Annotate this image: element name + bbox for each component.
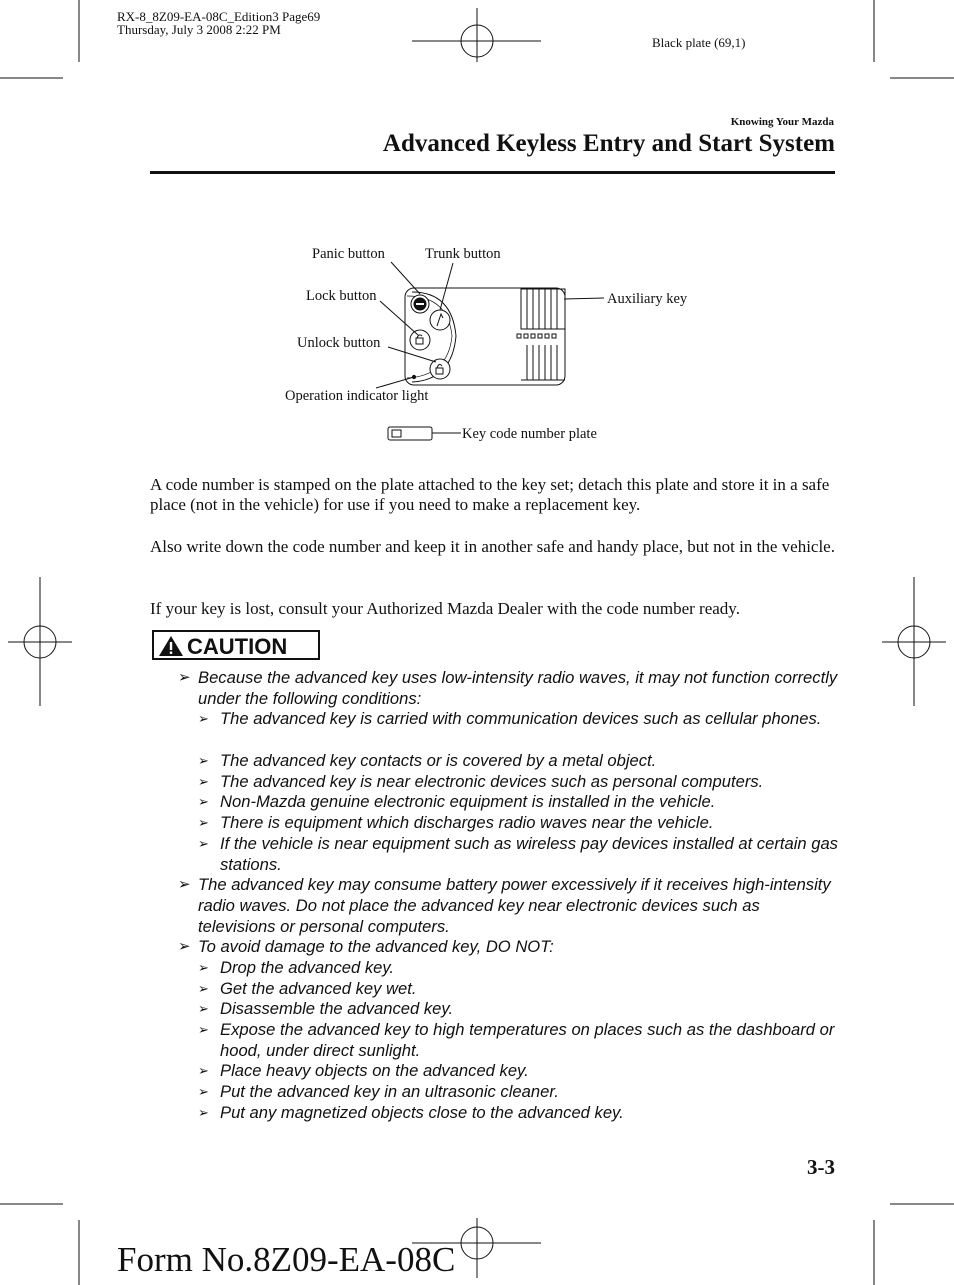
caution-subitem-text: The advanced key is carried with communication devices such as cellular phones. (220, 709, 822, 728)
bullet-arrow-icon: ➢ (198, 1001, 209, 1016)
paragraph-key-lost: If your key is lost, consult your Authorized Mazda Dealer with the code number ready. (150, 599, 740, 618)
section-name: Knowing Your Mazda (730, 116, 834, 128)
warning-triangle-icon (158, 635, 184, 657)
print-job-name: RX-8_8Z09-EA-08C_Edition3 Page69 (117, 9, 321, 24)
bullet-arrow-icon: ➢ (198, 774, 209, 789)
label-lock-button: Lock button (306, 288, 377, 304)
caution-subitem-text: The advanced key is near electronic devices such as personal computers. (220, 772, 764, 791)
bullet-arrow-icon: ➢ (198, 1105, 209, 1120)
caution-item-text: The advanced key may consume battery power excessively if it receives high-intensity radio waves. Do not place the advanced key near electronic devices such as televisions or personal computers. (198, 875, 831, 936)
bullet-arrow-icon: ➢ (198, 836, 209, 851)
bullet-arrow-icon: ➢ (198, 753, 209, 768)
label-panic-button: Panic button (312, 246, 385, 262)
bullet-arrow-icon: ➢ (178, 938, 191, 955)
caution-subitem-text: Place heavy objects on the advanced key. (220, 1061, 529, 1080)
bullet-arrow-icon: ➢ (198, 1022, 209, 1037)
bullet-arrow-icon: ➢ (178, 876, 191, 893)
caution-item-text: Because the advanced key uses low-intensity radio waves, it may not function correctly under the following conditions: (198, 668, 838, 708)
advanced-key-illustration (0, 0, 954, 460)
caution-subitem-text: Drop the advanced key. (220, 958, 395, 977)
form-number: Form No.8Z09-EA-08C (117, 1240, 456, 1279)
page-title: Advanced Keyless Entry and Start System (382, 130, 835, 157)
caution-subitem-text: If the vehicle is near equipment such as wireless pay devices installed at certain gas stations. (220, 834, 838, 874)
caution-subitem-text: Put the advanced key in an ultrasonic cleaner. (220, 1082, 559, 1101)
bullet-arrow-icon: ➢ (198, 1063, 209, 1078)
bullet-arrow-icon: ➢ (198, 981, 209, 996)
label-key-code-number-plate: Key code number plate (462, 426, 597, 442)
caution-subitem-text: Disassemble the advanced key. (220, 999, 454, 1018)
page-number: 3-3 (807, 1155, 835, 1179)
label-operation-indicator-light: Operation indicator light (285, 388, 429, 404)
caution-subitem-text: Non-Mazda genuine electronic equipment is installed in the vehicle. (220, 792, 716, 811)
label-unlock-button: Unlock button (297, 335, 381, 351)
bullet-arrow-icon: ➢ (198, 960, 209, 975)
paragraph-code-number: A code number is stamped on the plate attached to the key set; detach this plate and store it in a safe place (not in the vehicle) for use if you need to make a replacement key. (150, 475, 830, 514)
caution-item-text: To avoid damage to the advanced key, DO NOT: (198, 937, 554, 956)
caution-label: CAUTION (187, 634, 288, 659)
print-timestamp: Thursday, July 3 2008 2:22 PM (117, 22, 281, 37)
caution-subitem-text: The advanced key contacts or is covered by a metal object. (220, 751, 657, 770)
bullet-arrow-icon: ➢ (198, 815, 209, 830)
label-auxiliary-key: Auxiliary key (607, 291, 688, 307)
plate-info: Black plate (69,1) (652, 35, 746, 50)
bullet-arrow-icon: ➢ (178, 669, 191, 686)
caution-subitem-text: There is equipment which discharges radio waves near the vehicle. (220, 813, 714, 832)
caution-subitem-text: Expose the advanced key to high temperatures on places such as the dashboard or hood, under direct sunlight. (220, 1020, 835, 1060)
label-trunk-button: Trunk button (425, 246, 501, 262)
bullet-arrow-icon: ➢ (198, 711, 209, 726)
caution-box (152, 630, 320, 660)
bullet-arrow-icon: ➢ (198, 1084, 209, 1099)
bullet-arrow-icon: ➢ (198, 794, 209, 809)
paragraph-write-down: Also write down the code number and keep it in another safe and handy place, but not in the vehicle. (150, 537, 835, 556)
caution-subitem-text: Get the advanced key wet. (220, 979, 417, 998)
caution-subitem-text: Put any magnetized objects close to the advanced key. (220, 1103, 624, 1122)
